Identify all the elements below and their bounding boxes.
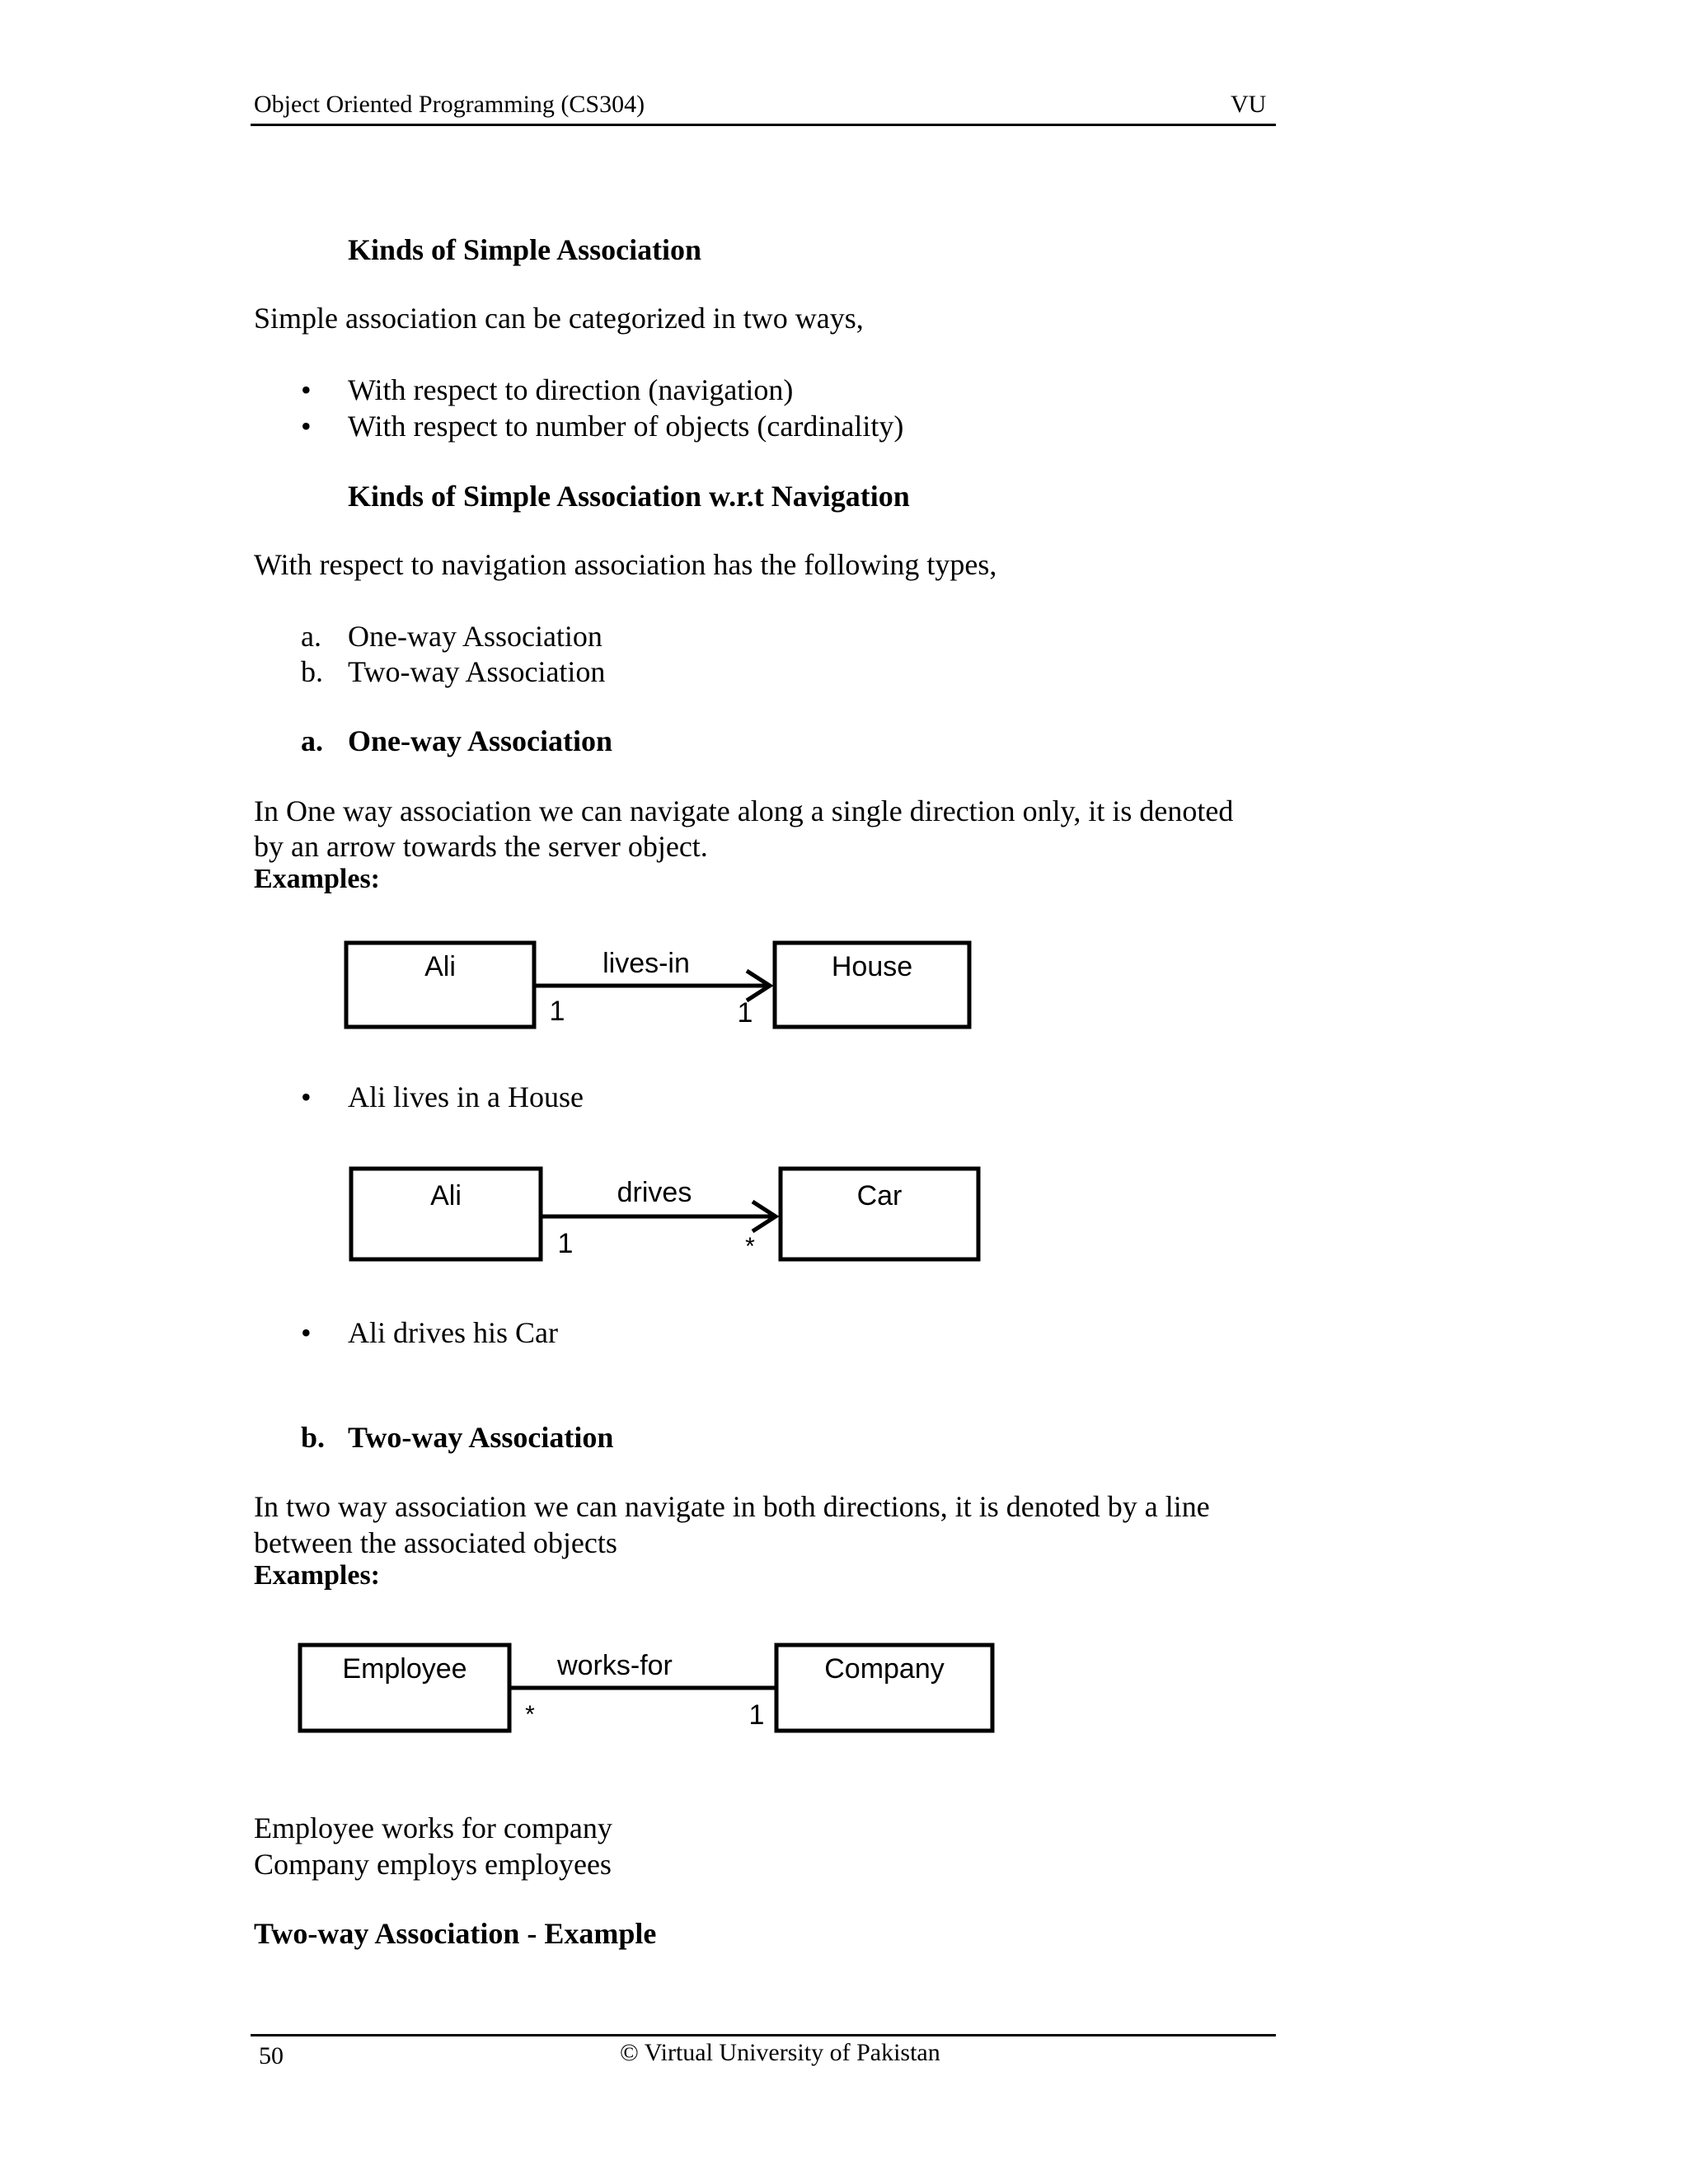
association-label: lives-in (603, 948, 690, 979)
page-number: 50 (259, 2042, 284, 2069)
footer-copyright: © Virtual University of Pakistan (620, 2039, 940, 2066)
class-name: Ali (430, 1180, 462, 1212)
twoway-examples-label: Examples: (254, 1560, 380, 1591)
heading-kinds-simple-association: Kinds of Simple Association (348, 233, 702, 266)
heading-navigation: Kinds of Simple Association w.r.t Navigation (348, 480, 910, 513)
twoway-marker: b. (301, 1421, 326, 1454)
heading-twoway-example: Two-way Association - Example (254, 1917, 657, 1950)
footer-rule (251, 2034, 1276, 2036)
heading-oneway: One-way Association (348, 724, 613, 757)
oneway-para-line2: by an arrow towards the server object. (254, 830, 708, 863)
section2-intro: With respect to navigation association has the following types, (254, 548, 997, 581)
header-org: VU (1231, 91, 1267, 118)
list-marker: a. (301, 620, 321, 653)
caption-ali-drives: Ali drives his Car (348, 1316, 558, 1349)
bullet-icon: • (301, 1316, 312, 1349)
class-name: Employee (342, 1653, 467, 1685)
association-label: drives (617, 1177, 692, 1208)
bullet-icon: • (301, 373, 312, 406)
bullet-item: With respect to number of objects (cardinality) (348, 410, 904, 443)
twoway-line2: Company employs employees (254, 1848, 612, 1881)
class-name: Car (856, 1180, 903, 1212)
class-name: Ali (424, 951, 456, 982)
heading-twoway: Two-way Association (348, 1421, 614, 1454)
caption-ali-lives: Ali lives in a House (348, 1080, 584, 1113)
list-marker: b. (301, 655, 323, 688)
twoway-line1: Employee works for company (254, 1811, 612, 1844)
bullet-item: With respect to direction (navigation) (348, 373, 794, 406)
oneway-marker: a. (301, 724, 323, 757)
bullet-icon: • (301, 410, 312, 443)
class-name: Company (824, 1653, 945, 1685)
diagram-lives-in (346, 943, 969, 1029)
oneway-examples-label: Examples: (254, 864, 380, 894)
oneway-para-line1: In One way association we can navigate along a single direction only, it is denoted (254, 794, 1234, 827)
bullet-icon: • (301, 1080, 312, 1113)
diagram-works-for (300, 1645, 992, 1731)
header-title: Object Oriented Programming (CS304) (254, 91, 645, 118)
twoway-para-line2: between the associated objects (254, 1526, 617, 1559)
list-item: Two-way Association (348, 655, 606, 688)
multiplicity: 1 (557, 1228, 574, 1259)
multiplicity: 1 (748, 1699, 765, 1731)
multiplicity: 1 (737, 997, 753, 1029)
section1-intro: Simple association can be categorized in two ways, (254, 302, 864, 335)
multiplicity: * (745, 1233, 755, 1260)
multiplicity: 1 (549, 996, 565, 1027)
multiplicity: * (525, 1701, 535, 1728)
twoway-para-line1: In two way association we can navigate in both directions, it is denoted by a line (254, 1490, 1210, 1523)
list-item: One-way Association (348, 620, 603, 653)
diagram-drives (351, 1169, 978, 1260)
class-name: House (831, 951, 913, 982)
association-label: works-for (557, 1650, 673, 1681)
